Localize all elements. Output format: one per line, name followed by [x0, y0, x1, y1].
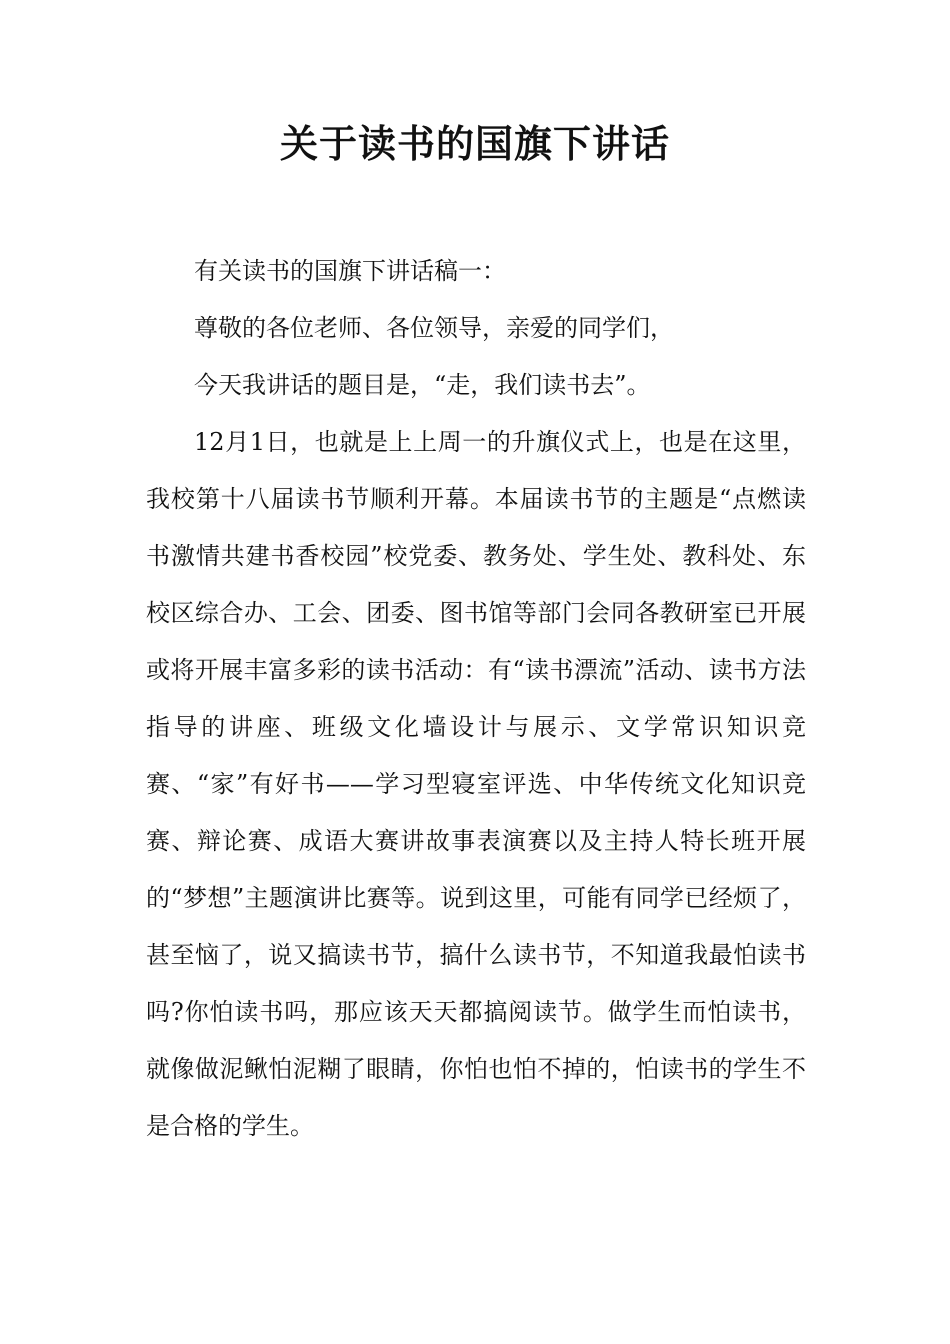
- paragraph-salutation: 尊敬的各位老师、各位领导，亲爱的同学们，: [194, 314, 674, 342]
- document-body: [146, 243, 806, 1155]
- paragraph-topic: 今天我讲话的题目是，“走，我们读书去”。: [194, 371, 651, 399]
- document-title: 关于读书的国旗下讲话: [279, 121, 670, 166]
- paragraph-draft-heading: 有关读书的国旗下讲话稿一：: [194, 257, 506, 285]
- paragraph-main: 12月1日，也就是上上周一的升旗仪式上，也是在这里，我校第十八届读书节顺利开幕。本届读书节的主题是“点燃读书激情共建书香校园”校党委、教务处、学生处、教科处、东校区综合办、工会、团委、图书馆等部门会同各教研室已开展或将开展丰富多彩的读书活动：有“读书漂流”活动、读书方法指导的讲座、班级文化墙设计与展示、文学常识知识竞赛、“家”有好书——学习型寝室评选、中华传统文化知识竞赛、辩论赛、成语大赛讲故事表演赛以及主持人特长班开展的“梦想”主题演讲比赛等。说到这里，可能有同学已经烦了，甚至恼了，说又搞读书节，搞什么读书节，不知道我最怕读书吗?你怕读书吗，那应该天天都搞阅读节。做学生而怕读书，就像做泥鳅怕泥糊了眼睛，你怕也怕不掉的，怕读书的学生不是合格的学生。: [146, 428, 806, 1140]
